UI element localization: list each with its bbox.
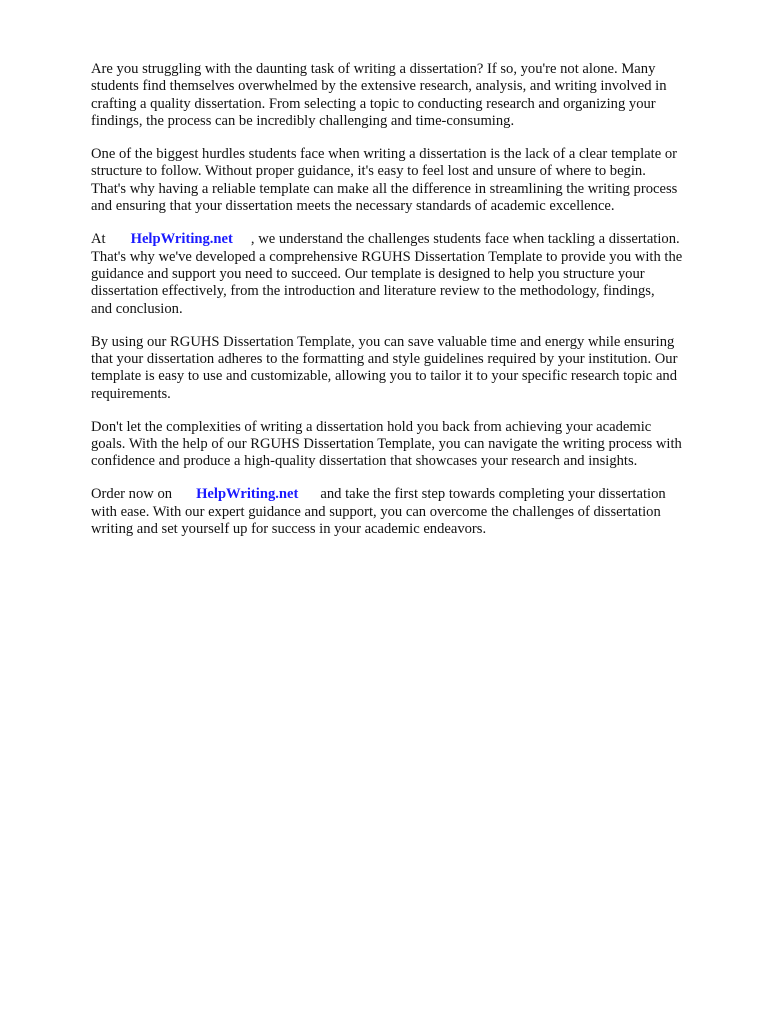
text-line: That's why we've developed a comprehensive RGUHS Dissertation Template to provide you with the xyxy=(91,248,683,265)
text-line xyxy=(91,231,731,248)
text-after-link: and take the first step towards completing your dissertation xyxy=(320,486,666,503)
paragraph-helpwriting-intro xyxy=(91,231,731,318)
text-line xyxy=(91,486,731,503)
paragraph-encouragement xyxy=(91,419,731,471)
paragraph-benefits xyxy=(91,334,731,404)
text-line: findings, the process can be incredibly challenging and time-consuming. xyxy=(91,113,515,130)
text-line: confidence and produce a high-quality dissertation that showcases your research and insights. xyxy=(91,453,638,470)
text-after-link: , we understand the challenges students face when tackling a dissertation. xyxy=(250,231,680,248)
text-line: goals. With the help of our RGUHS Dissertation Template, you can navigate the writing process with xyxy=(91,436,682,453)
text-line: and ensuring that your dissertation meets the necessary standards of academic excellence. xyxy=(91,198,615,215)
text-lead: Order now on xyxy=(91,486,173,503)
text-line: Don't let the complexities of writing a dissertation hold you back from achieving your academic xyxy=(91,418,652,435)
paragraph-template-hurdle xyxy=(91,146,731,216)
text-line: Are you struggling with the daunting task of writing a dissertation? If so, you're not alone. Many xyxy=(91,61,656,77)
text-line: guidance and support you need to succeed. Our template is designed to help you structure your xyxy=(91,265,645,282)
helpwriting-link[interactable]: HelpWriting.net xyxy=(196,486,299,503)
text-line: By using our RGUHS Dissertation Template, you can save valuable time and energy while ensuring xyxy=(91,333,675,350)
text-lead: At xyxy=(91,231,106,248)
paragraph-call-to-action xyxy=(91,486,731,538)
text-line: crafting a quality dissertation. From selecting a topic to conducting research and organizing your xyxy=(91,95,656,112)
text-line: One of the biggest hurdles students face when writing a dissertation is the lack of a clear template or xyxy=(91,146,677,163)
text-line: writing and set yourself up for success in your academic endeavors. xyxy=(91,521,487,538)
paragraph-intro xyxy=(91,61,731,131)
text-line: requirements. xyxy=(91,385,171,402)
text-line: dissertation effectively, from the introduction and literature review to the methodology, findings, xyxy=(91,283,655,300)
text-line: and conclusion. xyxy=(91,300,183,317)
helpwriting-link[interactable]: HelpWriting.net xyxy=(130,231,233,248)
text-line: students find themselves overwhelmed by the extensive research, analysis, and writing involved in xyxy=(91,78,667,95)
text-line: structure to follow. Without proper guidance, it's easy to feel lost and unsure of where to begin. xyxy=(91,163,646,180)
document-page xyxy=(91,61,731,554)
text-line: That's why having a reliable template can make all the difference in streamlining the writing process xyxy=(91,180,678,197)
text-line: template is easy to use and customizable, allowing you to tailor it to your specific research topic and xyxy=(91,368,678,385)
text-line: that your dissertation adheres to the formatting and style guidelines required by your institution. Our xyxy=(91,350,678,367)
text-line: with ease. With our expert guidance and support, you can overcome the challenges of dissertation xyxy=(91,503,661,520)
